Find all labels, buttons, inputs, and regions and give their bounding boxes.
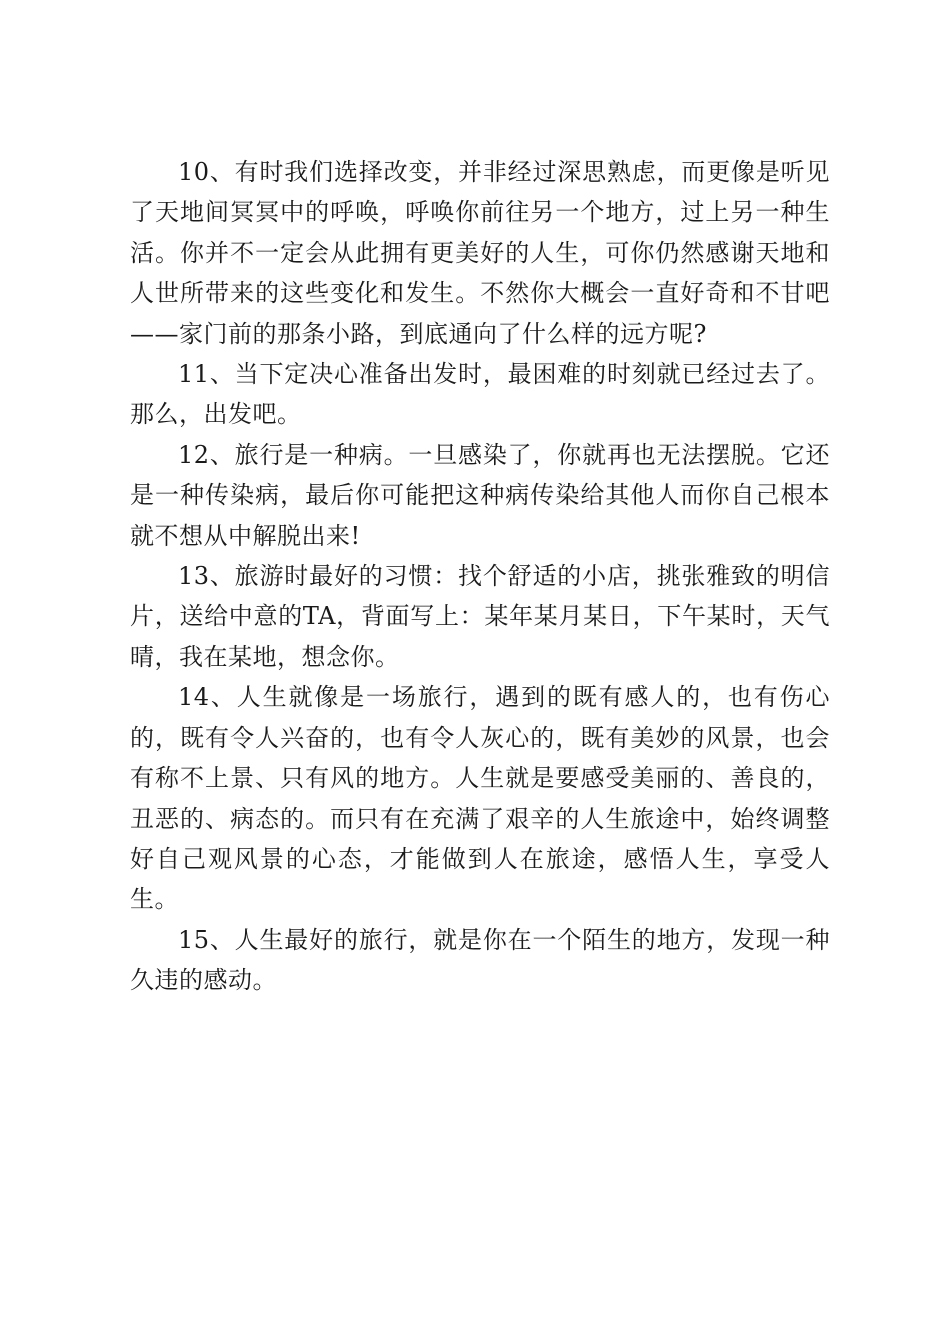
paragraph-11: 11、当下定决心准备出发时，最困难的时刻就已经过去了。那么，出发吧。: [130, 360, 830, 429]
paragraph-13: 13、旅游时最好的习惯：找个舒适的小店，挑张雅致的明信片，送给中意的TA，背面写上：某年某月某日，下午某时，天气晴，我在某地，想念你。: [130, 562, 830, 671]
paragraph-14: 14、人生就像是一场旅行，遇到的既有感人的，也有伤心的，既有令人兴奋的，也有令人灰心的，既有美妙的风景，也会有称不上景、只有风的地方。人生就是要感受美丽的、善良的，丑恶的、病态的。而只有在充满了艰辛的人生旅途中，始终调整好自己观风景的心态，才能做到人在旅途，感悟人生，享受人生。: [130, 683, 830, 914]
paragraph-12: 12、旅行是一种病。一旦感染了，你就再也无法摆脱。它还是一种传染病，最后你可能把这种病传染给其他人而你自己根本就不想从中解脱出来!: [130, 440, 830, 550]
paragraph-10: 10、有时我们选择改变，并非经过深思熟虑，而更像是听见了天地间冥冥中的呼唤，呼唤你前往另一个地方，过上另一种生活。你并不一定会从此拥有更美好的人生，可你仍然感谢天地和人世所带来的这些变化和发生。不然你大概会一直好奇和不甘吧——家门前的那条小路，到底通向了什么样的远方呢?: [130, 158, 830, 348]
document-body: [130, 152, 830, 1001]
paragraph-15: 15、人生最好的旅行，就是你在一个陌生的地方，发现一种久违的感动。: [130, 925, 830, 995]
